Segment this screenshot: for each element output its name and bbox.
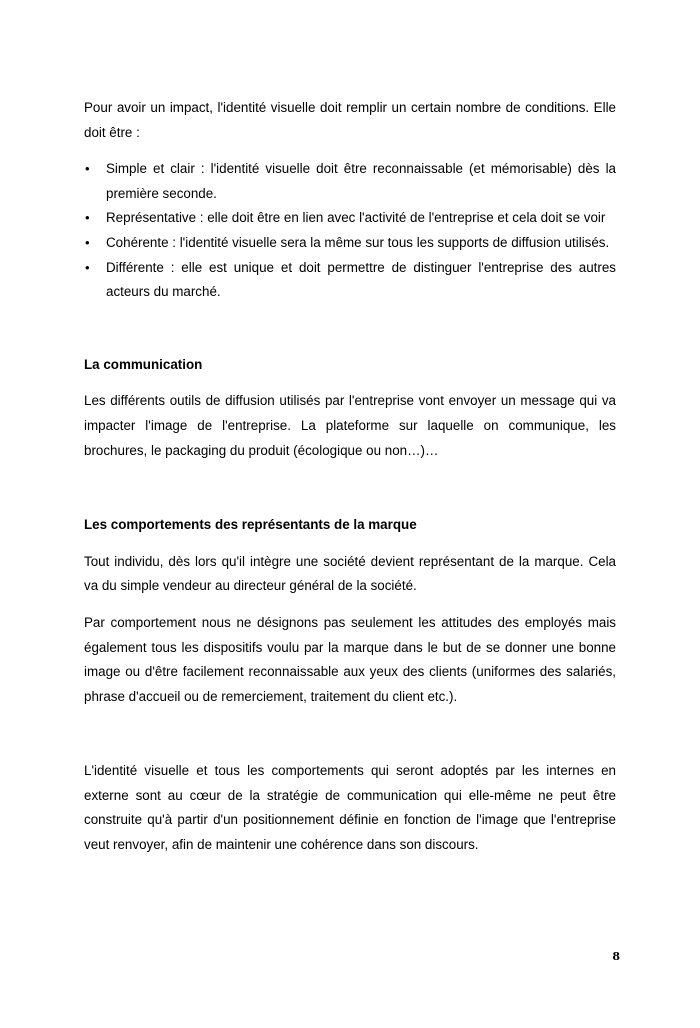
list-item bbox=[84, 256, 616, 305]
conditions-list bbox=[84, 157, 616, 305]
section-heading-communication: La communication bbox=[84, 356, 203, 372]
conclusion-paragraph: L'identité visuelle et tous les comportements qui seront adoptés par les internes en externe sont au cœur de la stratégie de communication qui elle-même ne peut être construite qu'à partir d'un positionnement définie en fonction de l'image que l'entreprise veut renvoyer, afin de maintenir une cohérence dans son discours. bbox=[84, 763, 616, 853]
comportements-paragraph-1: Tout individu, dès lors qu'il intègre une société devient représentant de la marque. Cela va du simple vendeur au directeur général de la société. bbox=[84, 553, 616, 594]
bullet-icon: • bbox=[85, 161, 90, 177]
communication-paragraph: Les différents outils de diffusion utilisés par l'entreprise vont envoyer un message qui va impacter l'image de l'entreprise. La plateforme sur laquelle on communique, les brochures, le packaging du produit (écologique ou non…)… bbox=[84, 393, 616, 458]
list-item-text: Représentative : elle doit être en lien avec l'activité de l'entreprise et cela doit se voir bbox=[106, 210, 606, 226]
list-item-text: Simple et clair : l'identité visuelle doit être reconnaissable (et mémorisable) dès la première seconde. bbox=[106, 161, 616, 201]
page-content bbox=[84, 96, 616, 858]
list-item bbox=[84, 157, 616, 206]
bullet-icon: • bbox=[85, 259, 90, 275]
list-item-text: Cohérente : l'identité visuelle sera la même sur tous les supports de diffusion utilisés. bbox=[106, 234, 610, 250]
section-conclusion bbox=[84, 759, 616, 857]
page-number: 8 bbox=[612, 950, 620, 963]
list-item-text: Différente : elle est unique et doit permettre de distinguer l'entreprise des autres acteurs du marché. bbox=[106, 259, 616, 300]
comportements-paragraph-2: Par comportement nous ne désignons pas seulement les attitudes des employés mais également tous les dispositifs voulu par la marque dans le but de se donner une bonne image ou d'être facilement reconnaissable aux yeux des clients (uniformes des salariés, phrase d'accueil ou de remerciement, traitement du client etc.). bbox=[84, 614, 616, 704]
bullet-icon: • bbox=[85, 234, 90, 250]
section-heading-comportements: Les comportements des représentants de la marque bbox=[84, 517, 417, 533]
list-item bbox=[84, 206, 616, 231]
section-comportements bbox=[84, 513, 616, 709]
list-item bbox=[84, 231, 616, 256]
intro-paragraph: Pour avoir un impact, l'identité visuelle doit remplir un certain nombre de conditions. Elle doit être : bbox=[84, 100, 616, 140]
bullet-icon: • bbox=[85, 210, 90, 226]
section-communication bbox=[84, 353, 616, 463]
